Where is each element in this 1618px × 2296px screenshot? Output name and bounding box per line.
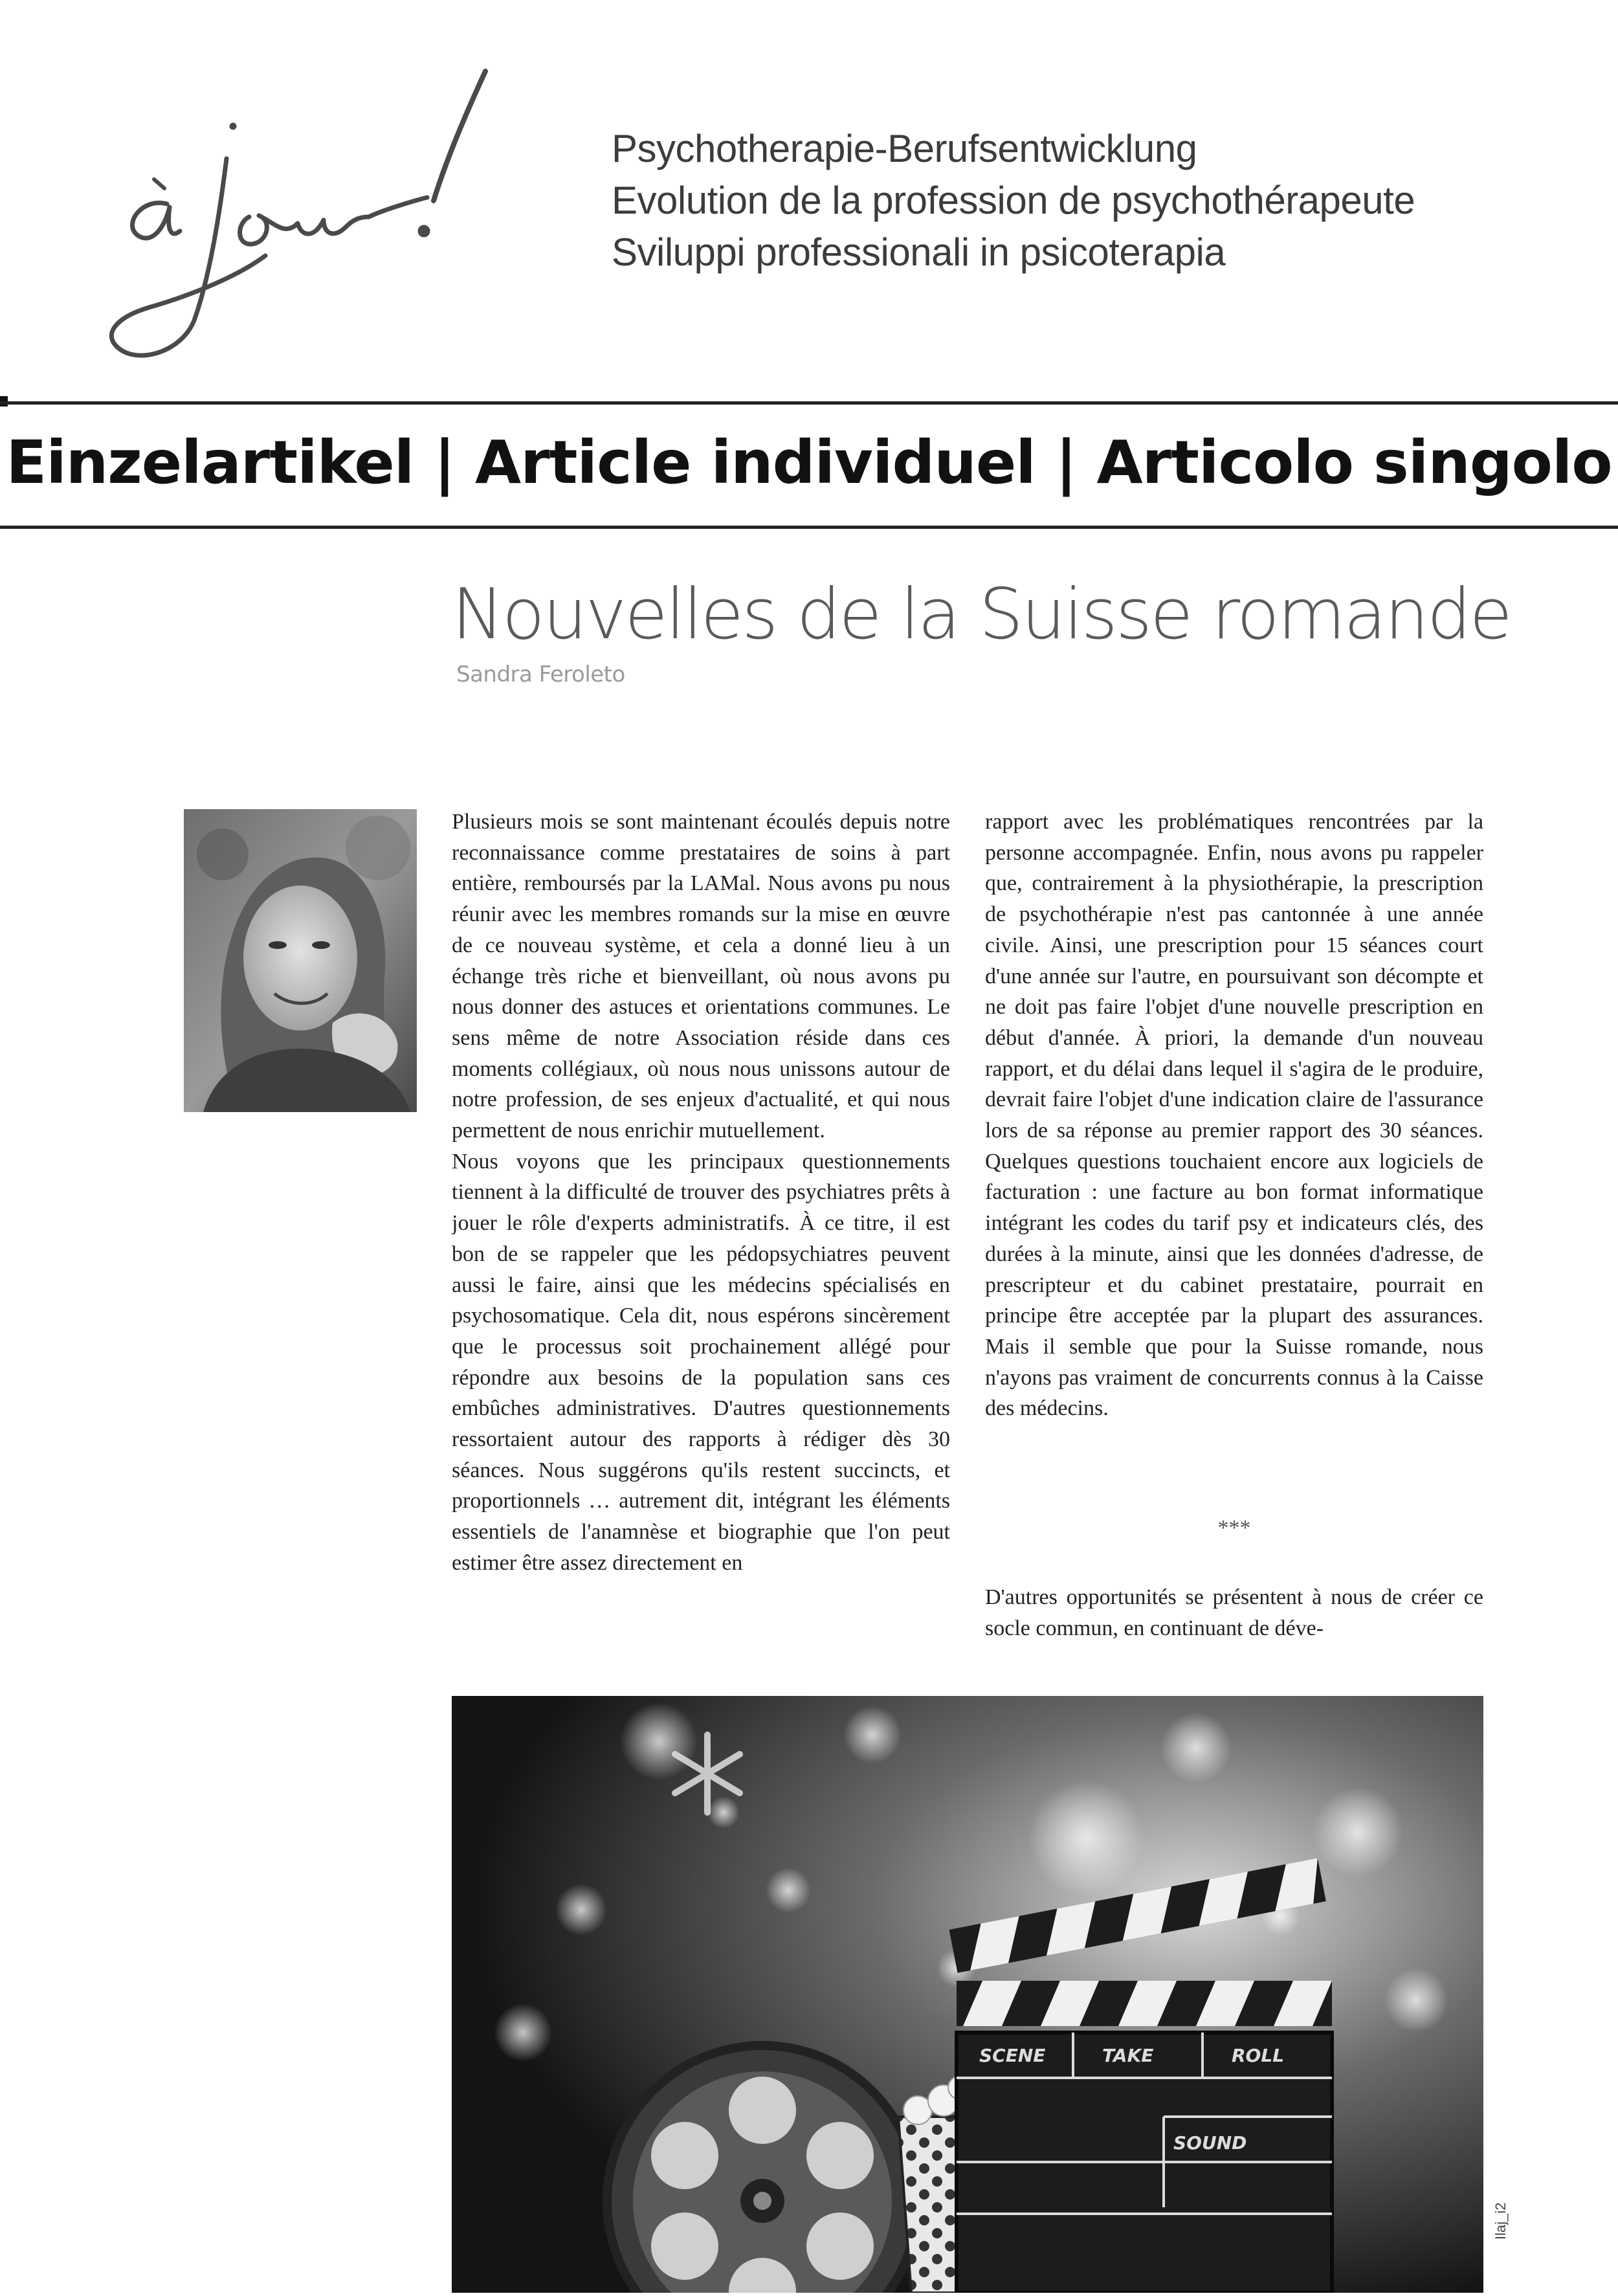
tagline-line: Psychotherapie-Berufsentwicklung [612,127,1197,170]
article-title: Nouvelles de la Suisse romande [452,574,1511,655]
tagline [612,123,1550,278]
paragraph: Nous voyons que les principaux questionnements tiennent à la difficulté de trouver des psychiatres prêts à jouer le rôle d'experts administratifs. À ce titre, il est bon de se rappeler que les pédopsychiatres peuvent aussi le faire, ainsi que les médecins spécialisés en psychosomatique. Cela dit, nous espérons sincèrement que le processus soit prochainement allégé pour répondre aux besoins de la population sans ces embûches administratives. D'autres questionnements ressortaient autour des rapports à rédiger dès 30 séances. Nous suggérons qu'ils restent succincts, et proportionnels … autrement dit, intégrant les éléments essentiels de l'anamnèse et biographie que l'on peut estimer être assez directement en [452,1149,950,1575]
handwritten-logo [97,61,563,372]
tagline-line: Evolution de la profession de psychothérapeute [612,179,1415,222]
cinema-photo [452,1696,1483,2293]
section-separator: *** [1217,1516,1251,1540]
article-column-right-continued [985,1582,1483,1647]
clapper-scene-label: SCENE [979,2045,1046,2066]
paragraph: rapport avec les problématiques rencontrées par la personne accompagnée. Enfin, nous avons pu rappeler que, contrairement à la physiothérapie, la prescription de psychothérapie n'est pas cantonnée à une année civile. Ainsi, une prescription pour 15 séances court d'une année sur l'autre, en poursuivant son décompte et ne doit pas faire l'objet d'une nouvelle prescription en début d'année. À priori, la demande d'un nouveau rapport, et du délai dans lequel il s'agira de le produire, devrait faire l'objet d'une indication claire de l'assurance lors de sa réponse au premier rapport des 30 séances. Quelques questions touchaient encore aux logiciels de facturation : une facture au bon format informatique intégrant les codes du tarif psy et indicateurs clés, des durées à la minute, ainsi que les données d'adresse, de prescripteur et du cabinet prestataire, pourrait en principe être acceptée par la plupart des assurances. Mais il semble que pour la Suisse romande, nous n'ayons pas vraiment de concurrents connus à la Caisse des médecins. [985,810,1483,1421]
tagline-line: Sviluppi professionali in psicoterapia [612,230,1226,274]
clapper-take-label: TAKE [1102,2045,1154,2066]
paragraph: D'autres opportunités se présentent à nous de créer ce socle commun, en continuant de déve- [985,1585,1483,1640]
article-type-banner: Einzelartikel | Article individuel | Articolo singolo [6,428,1612,497]
clapper-roll-label: ROLL [1232,2045,1285,2066]
divider-bottom [0,526,1618,529]
portrait-photo [184,809,417,1112]
article-column-right [985,807,1483,1493]
divider-top [0,401,1618,405]
article-column-left [452,807,950,1648]
article-author: Sandra Feroleto [456,662,625,687]
photo-credit: Ilaj_i2 [1492,2202,1509,2240]
paragraph: Plusieurs mois se sont maintenant écoulés depuis notre reconnaissance comme prestataires de soins à part entière, remboursés par la LAMal. Nous avons pu nous réunir avec les membres romands sur la mise en œuvre de ce nouveau système, et cela a donné lieu à un échange très riche et bienveillant, où nous avons pu nous donner des astuces et orientations communes. Le sens même de notre Association réside dans ces moments collégiaux, où nous nous unissons autour de notre profession, de ses enjeux d'actualité, et qui nous permettent de nous enrichir mutuellement. [452,810,950,1143]
clapper-sound-label: SOUND [1173,2132,1247,2154]
